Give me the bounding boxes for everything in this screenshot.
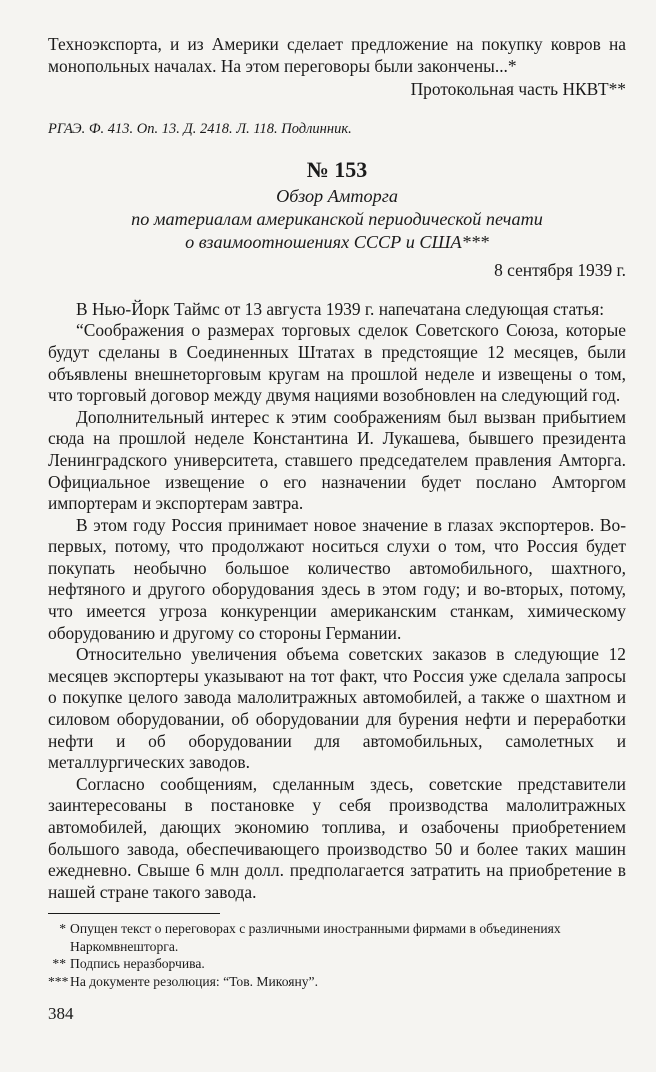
document-number: № 153 <box>306 156 368 182</box>
footnote-text: На документе резолюция: “Тов. Микояну”. <box>70 973 318 989</box>
document-title <box>48 185 626 254</box>
footnote <box>48 973 626 990</box>
footnote-divider <box>48 913 220 914</box>
paragraph: Дополнительный интерес к этим соображениям был вызван прибытием сюда на прошлой неделе Константина И. Лукашева, бывшего президента Ленинградского университета, ставшего председателем правления Амторга. Официальное извещение о его назначении будет послано Амторгом импортерам и экспортерам завтра. <box>48 406 626 514</box>
document-date: 8 сентября 1939 г. <box>494 259 626 280</box>
paragraph: Согласно сообщениям, сделанным здесь, советские представители заинтересованы в постановке у себя производства малолитражных автомобилей, дающих экономию топлива, и озабочены приобретением большого завода, обеспечивающего производство 50 и более таких машин ежедневно. Свыше 6 млн долл. предполагается затратить на приобретение в нашей стране такого завода. <box>48 773 626 902</box>
footnote-mark: ** <box>52 956 66 972</box>
paragraph: В этом году Россия принимает новое значение в глазах экспортеров. Во-первых, потому, что продолжают носиться слухи о том, что Россия будет покупать необычно большое количество автомобильного, шахтного, нефтяного и другого оборудования здесь в этом году; и во-вторых, потому, что имеется угроза конкуренции американским станкам, химическому оборудованию и другому со стороны Германии. <box>48 514 626 643</box>
document-body <box>48 299 626 904</box>
title-line: Обзор Амторга <box>276 185 398 206</box>
signature: Протокольная часть НКВТ** <box>410 79 626 100</box>
footnote-text: Опущен текст о переговорах с различными иностранными фирмами в объединениях Наркомвнешторга. <box>70 921 561 954</box>
archive-reference: РГАЭ. Ф. 413. Оп. 13. Д. 2418. Л. 118. Подлинник. <box>48 120 352 137</box>
title-line: о взаимоотношениях СССР и США*** <box>185 231 489 252</box>
footnote <box>48 955 626 972</box>
paragraph: В Нью-Йорк Таймс от 13 августа 1939 г. напечатана следующая статья: <box>76 298 605 319</box>
footnote <box>48 920 626 955</box>
title-line: по материалам американской периодической печати <box>131 208 543 229</box>
paragraph: “Соображения о размерах торговых сделок Советского Союза, которые будут сделаны в Соединенных Штатах в предстоящие 12 месяцев, были объявлены внешнеторговым кругам на прошлой неделе и извещены о том, что торговый договор между двумя нациями возобновлен на следующий год. <box>48 320 626 406</box>
page-number: 384 <box>48 1004 74 1023</box>
footnote-mark: * <box>59 921 66 937</box>
paragraph: Относительно увеличения объема советских заказов в следующие 12 месяцев экспортеры указывают на тот факт, что Россия уже сделала запросы о покупке целого завода малолитражных автомобилей, а также о шахтном и силовом оборудовании, об оборудовании для бурения нефти и переработки нефти и об оборудовании для автомобильных, самолетных и металлургических заводов. <box>48 644 626 773</box>
footnote-mark: *** <box>48 973 69 989</box>
footnotes <box>48 920 626 990</box>
continued-text: Техноэкспорта, и из Америки сделает предложение на покупку ковров на монопольных началах. На этом переговоры были закончены...* <box>48 34 626 76</box>
footnote-text: Подпись неразборчива. <box>70 956 205 972</box>
